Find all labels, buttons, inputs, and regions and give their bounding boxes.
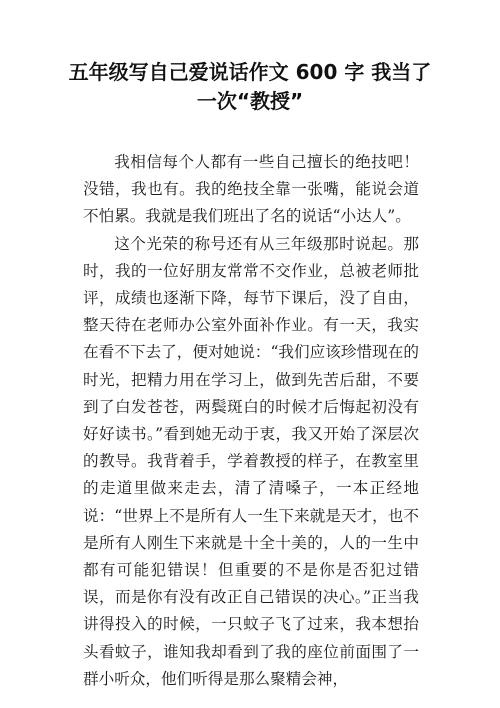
paragraph-2: 这个光荣的称号还有从三年级那时说起。那时，我的一位好朋友常常不交作业，总被老师批评，成绩也逐渐下降，每节下课后，没了自由，整天待在老师办公室外面补作业。有一天，我实在看不下去了，便对她说：“我们应该珍惜现在的时光，把精力用在学习上，做到先苦后甜，不要到了白发苍苍，两鬓斑白的时候才后悔起初没有好好读书。”看到她无动于衷，我又开始了深层次的教导。我背着手，学着教授的样子，在教室里的走道里做来走去，清了清嗓子，一本正经地说：“世界上不是所有人一生下来就是天才，也不是所有人刚生下来就是十全十美的，人的一生中都有可能犯错误！但重要的不是你是否犯过错误，而是你有没有改正自己错误的决心。”正当我讲得投入的时候，一只蚊子飞了过来，我本想抬头看蚊子，谁知我却看到了我的座位前面围了一群小听众，他们听得是那么聚精会神， bbox=[83, 234, 419, 688]
paragraph-1: 我相信每个人都有一些自己擅长的绝技吧！没错，我也有。我的绝技全靠一张嘴，能说会道不怕累。我就是我们班出了名的说话“小达人”。 bbox=[83, 153, 419, 226]
document-body bbox=[83, 149, 419, 693]
document-title: 五年级写自己爱说话作文 600 字 我当了一次“教授” bbox=[68, 60, 432, 113]
